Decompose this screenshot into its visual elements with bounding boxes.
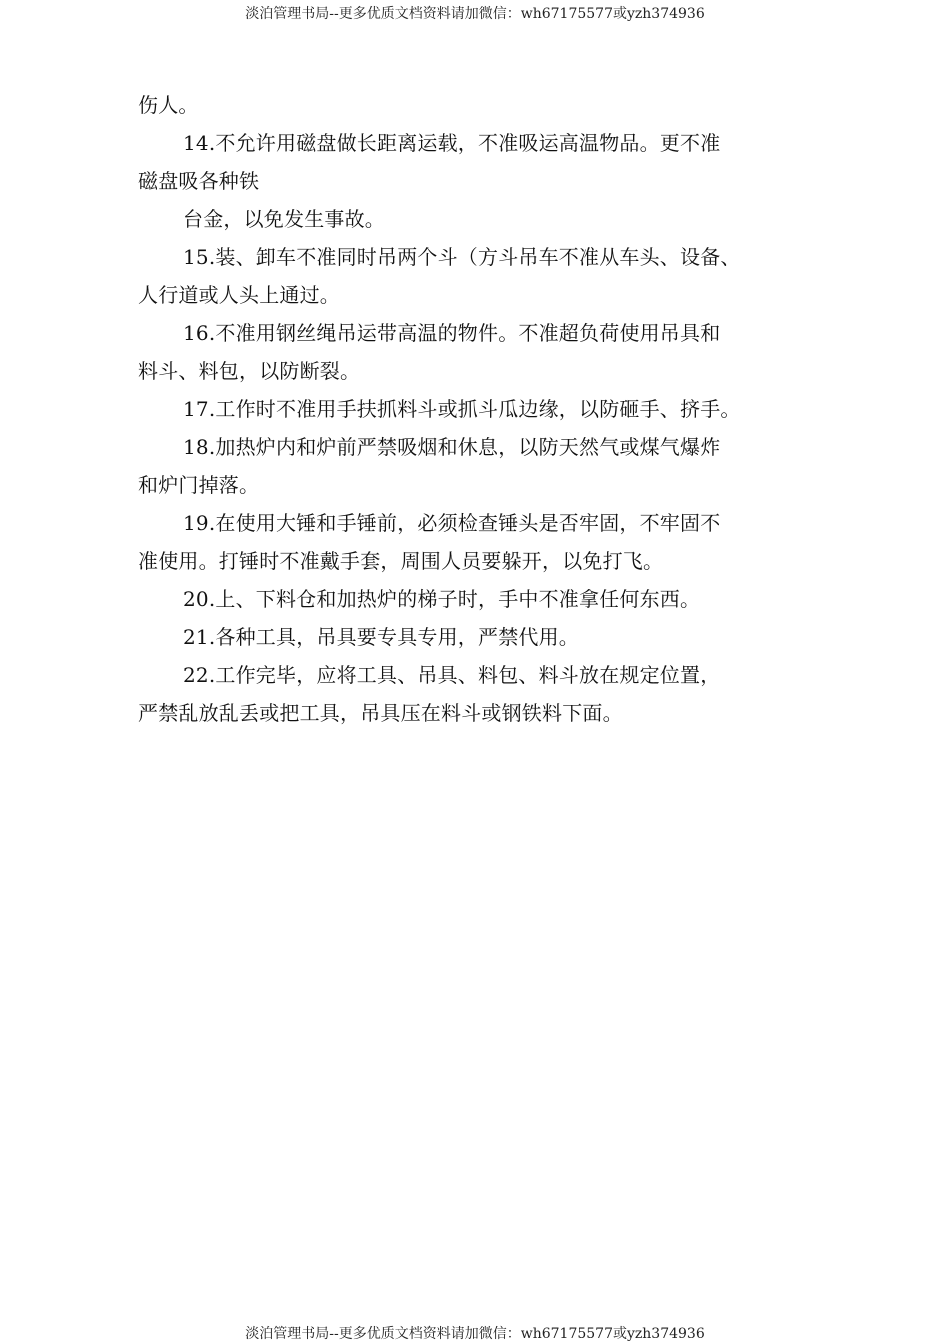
- text-line: 20.上、下料仓和加热炉的梯子时，手中不准拿任何东西。: [183, 587, 701, 611]
- text-line: 准使用。打锤时不准戴手套，周围人员要躲开，以免打飞。: [138, 549, 664, 573]
- text-line: 料斗、料包，以防断裂。: [138, 359, 361, 383]
- text-line: 16.不准用钢丝绳吊运带高温的物件。不准超负荷使用吊具和: [183, 321, 721, 345]
- text-line: 台金，以免发生事故。: [183, 207, 385, 231]
- text-line: 磁盘吸各种铁: [138, 169, 260, 193]
- page-header: 淡泊管理书局--更多优质文档资料请加微信：wh67175577或yzh374936: [245, 6, 705, 22]
- text-line: 严禁乱放乱丢或把工具，吊具压在料斗或钢铁料下面。: [138, 701, 623, 725]
- document-body: [138, 86, 838, 732]
- text-line: 22.工作完毕，应将工具、吊具、料包、料斗放在规定位置，: [183, 663, 721, 687]
- text-line: 人行道或人头上通过。: [138, 283, 340, 307]
- text-line: 伤人。: [138, 93, 199, 117]
- text-line: 17.工作时不准用手扶抓料斗或抓斗瓜边缘，以防砸手、挤手。: [183, 397, 741, 421]
- text-line: 和炉门掉落。: [138, 473, 260, 497]
- text-line: 15.装、卸车不准同时吊两个斗（方斗吊车不准从车头、设备、: [183, 245, 741, 269]
- text-line: 21.各种工具，吊具要专具专用，严禁代用。: [183, 625, 580, 649]
- page-footer: 淡泊管理书局--更多优质文档资料请加微信：wh67175577或yzh374936: [245, 1326, 705, 1342]
- text-line: 18.加热炉内和炉前严禁吸烟和休息，以防天然气或煤气爆炸: [183, 435, 721, 459]
- text-line: 14.不允许用磁盘做长距离运载，不准吸运高温物品。更不准: [183, 131, 721, 155]
- text-line: 19.在使用大锤和手锤前，必须检查锤头是否牢固，不牢固不: [183, 511, 721, 535]
